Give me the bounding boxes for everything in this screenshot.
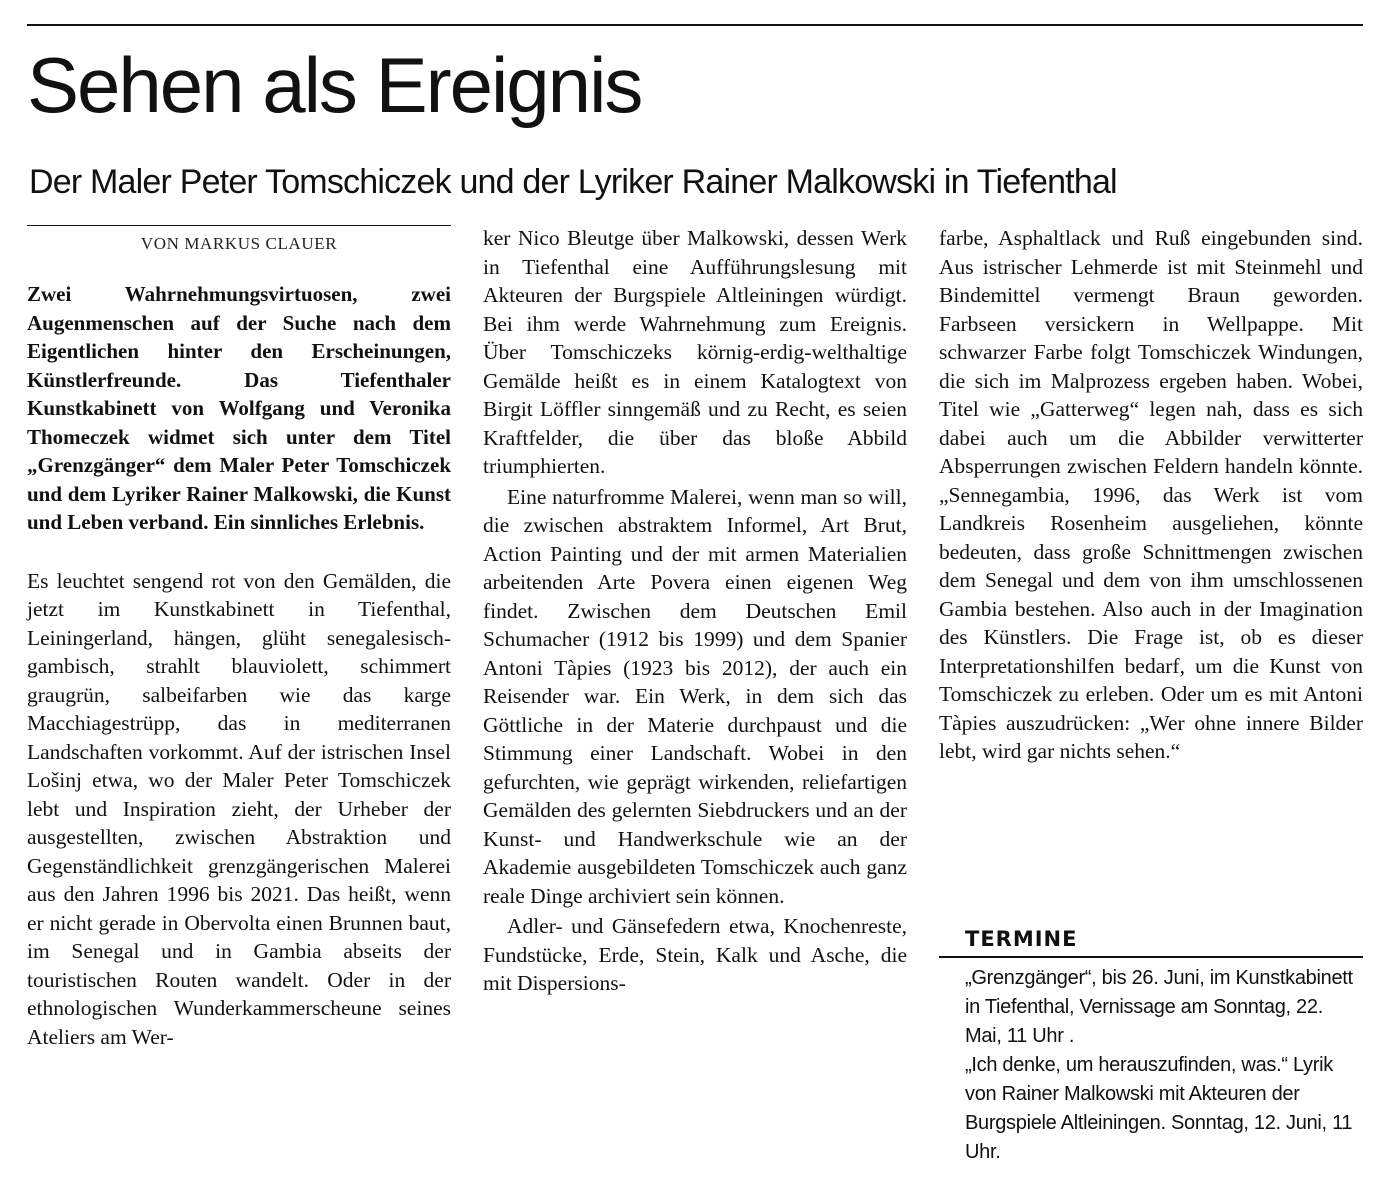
termine-rule bbox=[939, 956, 1363, 958]
subheadline: Der Maler Peter Tomschiczek und der Lyriker Rainer Malkowski in Tiefenthal bbox=[29, 163, 1117, 201]
column-1 bbox=[27, 280, 451, 1051]
body-paragraph: Es leuchtet sengend rot von den Gemälden, die jetzt im Kunstkabinett in Tiefenthal, Leiningerland, hängen, glüht senegalesisch-gambisch, strahlt blauviolett, schimmert graugrün, salbeifarben wie das karge Macchiagestrüpp, das in mediterranen Landschaften vorkommt. Auf der istrischen Insel Lošinj etwa, wo der Maler Peter Tomschiczek lebt und Inspiration zieht, der Urheber der ausgestellten, zwischen Abstraktion und Gegenständlichkeit grenzgängerischen Malerei aus den Jahren 1996 bis 2021. Das heißt, wenn er nicht gerade in Obervolta einen Brunnen baut, im Senegal und in Gambia abseits der touristischen Routen wandelt. Oder in der ethnologischen Wunderkammerscheune seines Ateliers am Wer- bbox=[27, 568, 451, 1049]
body-paragraph: farbe, Asphaltlack und Ruß eingebunden sind. Aus istrischer Lehmerde ist mit Steinmehl und Bindemittel vermengt Braun geworden. Farbseen versickern in Wellpappe. Mit schwarzer Farbe folgt Tomschiczek Windungen, die sich im Malprozess ergeben haben. Wobei, Titel wie „Gatterweg“ legen nah, dass es sich dabei auch um die Abbilder verwitterter Absperrungen zwischen Feldern handeln könnte. „Sennegambia, 1996, das Werk ist vom Landkreis Rosenheim ausgeliehen, könnte bedeuten, dass große Schnittmengen zwischen dem Senegal und dem von ihm umschlossenen Gambia bestehen. Also auch in der Imagination des Künstlers. Die Frage ist, ob es dieser Interpretationshilfen bedarf, um die Kunst von Tomschiczek zu erleben. Oder um es mit Antoni Tàpies auszudrücken: „Wer ohne innere Bilder lebt, wird gar nichts sehen.“ bbox=[939, 226, 1363, 763]
termine-item: „Ich denke, um herauszufinden, was.“ Lyrik von Rainer Malkowski mit Akteuren der Burgspiele Altleiningen. Sonntag, 12. Juni, 11 Uhr. bbox=[965, 1054, 1353, 1163]
body-paragraph: Eine naturfromme Malerei, wenn man so will, die zwischen abstraktem Informel, Art Brut, Action Painting und der mit armen Materialien arbeitenden Arte Povera einen eigenen Weg findet. Zwischen dem Deutschen Emil Schumacher (1912 bis 1999) und dem Spanier Antoni Tàpies (1923 bis 2012), der auch ein Reisender war. Ein Werk, in dem sich das Göttliche in der Materie durchpaust und die Stimmung einer Landschaft. Wobei in den gefurchten, wie geprägt wirkenden, reliefartigen Gemälden des gelernten Siebdruckers und an der Kunst- und Handwerkschule wie an der Akademie ausgebildeten Tomschiczek auch ganz reale Dinge archiviert sein können. bbox=[483, 484, 907, 908]
top-rule bbox=[27, 24, 1363, 26]
body-paragraph: Adler- und Gänsefedern etwa, Knochenreste, Fundstücke, Erde, Stein, Kalk und Asche, die mit Dispersions- bbox=[483, 914, 907, 995]
termine-title: TERMINE bbox=[965, 927, 1078, 951]
termine-body bbox=[939, 964, 1363, 1167]
termine-box bbox=[939, 924, 1363, 1167]
lead-paragraph: Zwei Wahrnehmungsvirtuosen, zwei Augenmenschen auf der Suche nach dem Eigentlichen hinter den Erscheinungen, Künstlerfreunde. Das Tiefenthaler Kunstkabinett von Wolfgang und Veronika Thomeczek widmet sich unter dem Titel „Grenzgänger“ dem Maler Peter Tomschiczek und dem Lyriker Rainer Malkowski, die Kunst und Leben verband. Ein sinnliches Erlebnis. bbox=[27, 282, 451, 534]
byline: VON MARKUS CLAUER bbox=[140, 234, 338, 253]
termine-item: „Grenzgänger“, bis 26. Juni, im Kunstkabinett in Tiefenthal, Vernissage am Sonntag, 22. Mai, 11 Uhr . bbox=[965, 967, 1353, 1047]
body-paragraph: ker Nico Bleutge über Malkowski, dessen Werk in Tiefenthal eine Aufführungslesung mit Akteuren der Burgspiele Altleiningen würdigt. Bei ihm werde Wahrnehmung zum Ereignis. Über Tomschiczeks körnig-erdig-welthaltige Gemälde heißt es in einem Katalogtext von Birgit Löffler sinngemäß und zu Recht, es seien Kraftfelder, die über das bloße Abbild triumphierten. bbox=[483, 226, 907, 478]
lead-spacer bbox=[27, 537, 451, 567]
column-3 bbox=[939, 224, 1363, 766]
headline: Sehen als Ereignis bbox=[27, 41, 642, 129]
column-2 bbox=[483, 224, 907, 998]
byline-rule bbox=[27, 225, 451, 226]
